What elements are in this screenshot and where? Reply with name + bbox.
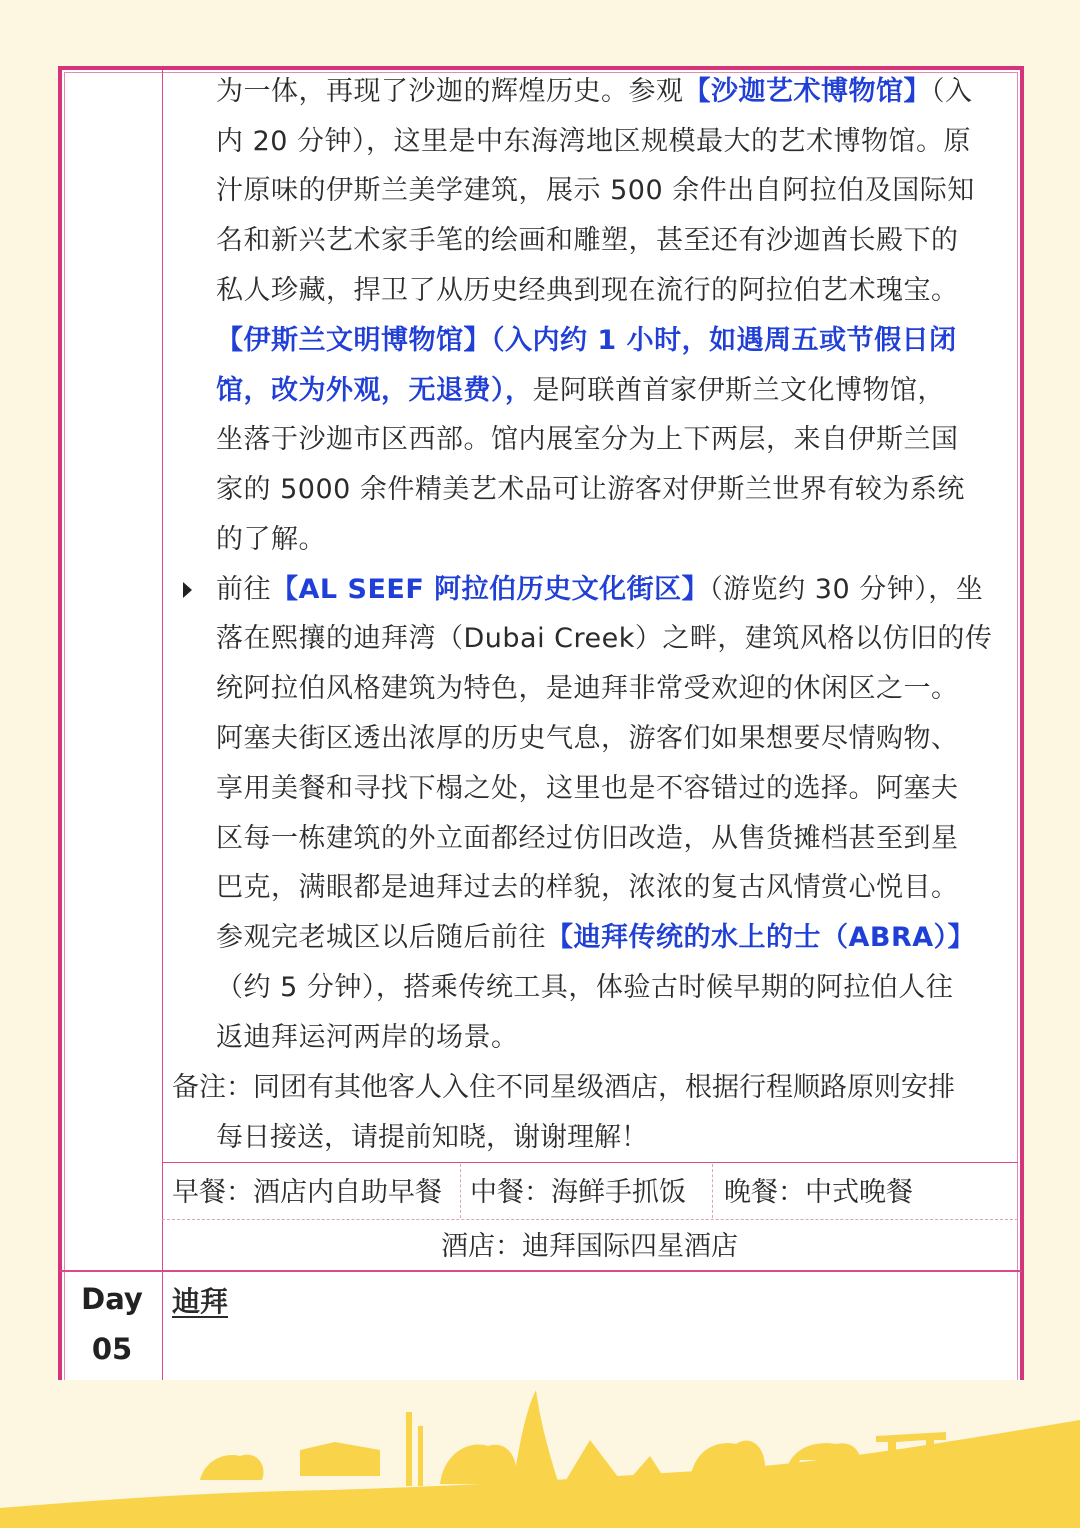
paragraph-line [216, 68, 1010, 116]
paragraph-text: 私人珍藏，捍卫了从历史经典到现在流行的阿拉伯艺术瑰宝。 [216, 275, 959, 306]
paragraph-text: （入 [931, 76, 973, 107]
paragraph-text: 阿塞夫街区透出浓厚的历史气息，游客们如果想要尽情购物、 [216, 723, 959, 754]
paragraph-text: 区每一栋建筑的外立面都经过仿旧改造，从售货摊档甚至到星 [216, 823, 959, 854]
highlighted-attraction-text: 【伊斯兰文明博物馆】（入内约 1 小时，如遇周五或节假日闭 [216, 325, 957, 356]
day-row-rule [60, 1270, 1022, 1272]
highlighted-attraction-text: 【沙迦艺术博物馆】 [683, 76, 931, 107]
paragraph-text: 是阿联酋首家伊斯兰文化博物馆， [532, 375, 945, 406]
paragraph-line [216, 665, 1010, 713]
paragraph-line [216, 765, 1010, 813]
paragraph-text: 内 20 分钟），这里是中东海湾地区规模最大的艺术博物馆。原 [216, 126, 972, 157]
paragraph-line [216, 615, 1010, 663]
breakfast-cell: 早餐：酒店内自助早餐 [172, 1177, 442, 1208]
paragraph-text: 参观完老城区以后随后前往 [216, 922, 546, 953]
paragraph-line [216, 317, 1010, 365]
paragraph-line [216, 1014, 1010, 1062]
paragraph-line [216, 416, 1010, 464]
paragraph-line [216, 367, 1010, 415]
paragraph-text: 统阿拉伯风格建筑为特色，是迪拜非常受欢迎的休闲区之一。 [216, 673, 959, 704]
highlighted-attraction-text: 【AL SEEF 阿拉伯历史文化街区】 [271, 574, 710, 605]
paragraph-text: 家的 5000 余件精美艺术品可让游客对伊斯兰世界有较为系统 [216, 474, 965, 505]
paragraph-line [216, 516, 1010, 564]
paragraph-text: （约 5 分钟），搭乘传统工具，体验古时候早期的阿拉伯人往 [216, 972, 954, 1003]
paragraph-line [216, 167, 1010, 215]
hotel-cell: 酒店：迪拜国际四星酒店 [441, 1231, 738, 1262]
meals-top-rule [162, 1162, 1018, 1163]
paragraph-line [216, 118, 1010, 166]
bullet-arrow-icon [183, 582, 192, 598]
lunch-cell: 中餐：海鲜手抓饭 [470, 1177, 686, 1208]
day-city-title: 迪拜 [172, 1285, 229, 1318]
highlighted-attraction-text: 馆，改为外观，无退费）， [216, 375, 533, 406]
paragraph-text: 享用美餐和寻找下榻之处，这里也是不容错过的选择。阿塞夫 [216, 773, 959, 804]
highlighted-attraction-text: 【迪拜传统的水上的士（ABRA）】 [546, 922, 976, 953]
travel-landmarks-skyline-illustration [0, 1380, 1080, 1528]
paragraph-line [216, 566, 1010, 614]
paragraph-line [216, 715, 1010, 763]
paragraph-text: 巴克，满眼都是迪拜过去的样貌，浓浓的复古风情赏心悦目。 [216, 872, 959, 903]
day-label: Day [81, 1282, 143, 1316]
paragraph-line [216, 914, 1010, 962]
day-column-divider [162, 70, 163, 1380]
paragraph-text: 落在熙攘的迪拜湾（Dubai Creek）之畔，建筑风格以仿旧的传 [216, 623, 993, 654]
paragraph-text: 名和新兴艺术家手笔的绘画和雕塑，甚至还有沙迦酋长殿下的 [216, 225, 959, 256]
paragraph-text: 返迪拜运河两岸的场景。 [216, 1022, 519, 1053]
paragraph-line [216, 466, 1010, 514]
paragraph-line [216, 217, 1010, 265]
meals-bottom-rule [162, 1219, 1018, 1220]
paragraph-text: 为一体，再现了沙迦的辉煌历史。参观 [216, 76, 684, 107]
paragraph-line [216, 815, 1010, 863]
meal-separator [460, 1164, 461, 1218]
paragraph-text: （游览约 30 分钟），坐 [709, 574, 984, 605]
paragraph-text: 的了解。 [216, 524, 326, 555]
note-line-1: 备注：同团有其他客人入住不同星级酒店，根据行程顺路原则安排 [172, 1072, 955, 1103]
dinner-cell: 晚餐：中式晚餐 [724, 1177, 913, 1208]
note-line-2: 每日接送，请提前知晓，谢谢理解！ [216, 1122, 648, 1153]
paragraph-line [216, 267, 1010, 315]
paragraph-line [216, 864, 1010, 912]
paragraph-text: 前往 [216, 574, 271, 605]
meal-separator [712, 1164, 713, 1218]
paragraph-text: 坐落于沙迦市区西部。馆内展室分为上下两层，来自伊斯兰国 [216, 424, 959, 455]
paragraph-text: 汁原味的伊斯兰美学建筑，展示 500 余件出自阿拉伯及国际知 [216, 175, 975, 206]
day-number: 05 [91, 1332, 133, 1366]
paragraph-line [216, 964, 1010, 1012]
